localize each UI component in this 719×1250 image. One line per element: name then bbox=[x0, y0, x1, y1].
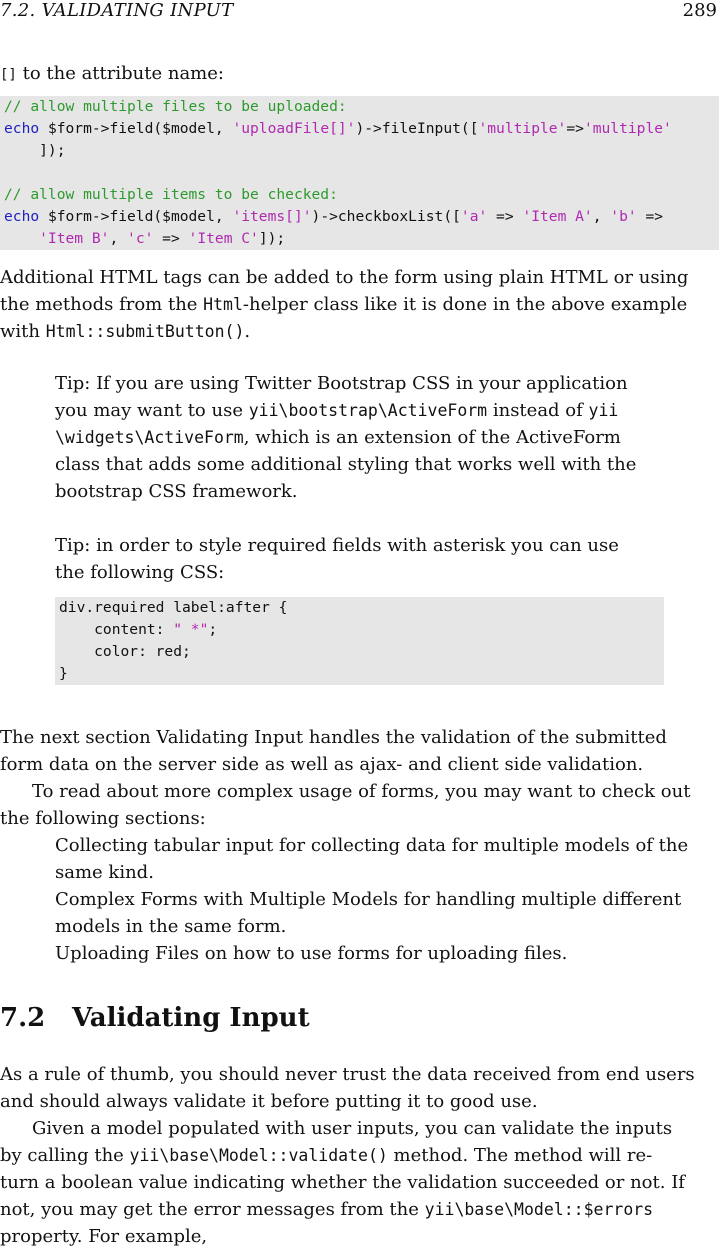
intro-code: [] bbox=[0, 67, 17, 83]
running-header bbox=[0, 0, 719, 22]
code-line bbox=[4, 228, 715, 250]
paragraph-line bbox=[0, 1142, 719, 1169]
paragraph-line: property. For example, bbox=[0, 1226, 208, 1247]
code-token: } bbox=[59, 665, 68, 682]
section-number: 7.2 bbox=[0, 1003, 46, 1033]
code-token: echo bbox=[4, 208, 40, 225]
paragraph-line bbox=[0, 318, 719, 345]
code-token: // allow multiple items to be checked: bbox=[4, 186, 338, 203]
text-run: not, you may get the error messages from the bbox=[0, 1199, 425, 1220]
code-token bbox=[4, 230, 39, 247]
paragraph-rule-of-thumb bbox=[0, 1061, 719, 1115]
text-run: , which is an extension of the ActiveForm bbox=[243, 427, 621, 448]
text-run: you may want to use bbox=[55, 400, 249, 421]
code-token: 'a' bbox=[460, 208, 488, 225]
code-token: )->checkboxList([ bbox=[311, 208, 461, 225]
paragraph-line: form data on the server side as well as ajax- and client side validation. bbox=[0, 754, 644, 775]
tip-line: Tip: in order to style required fields with asterisk you can use bbox=[55, 535, 619, 556]
paragraph-complex-forms bbox=[0, 778, 719, 832]
code-token: 'c' bbox=[127, 230, 154, 247]
code-token: => bbox=[566, 120, 584, 137]
code-token: , bbox=[109, 230, 128, 247]
code-line bbox=[4, 140, 715, 162]
section-heading bbox=[0, 1003, 310, 1033]
paragraph-line: The next section Validating Input handles the validation of the submitted bbox=[0, 727, 667, 748]
code-line bbox=[4, 118, 715, 140]
code-token: ; bbox=[208, 621, 218, 638]
code-token: // allow multiple files to be uploaded: bbox=[4, 98, 347, 115]
inline-code: Html::submitButton() bbox=[45, 322, 245, 341]
code-token: => bbox=[487, 208, 523, 225]
paragraph-line: Given a model populated with user inputs, you can validate the inputs bbox=[32, 1118, 673, 1139]
code-token: 'multiple' bbox=[478, 120, 567, 137]
code-token: " *" bbox=[173, 621, 209, 638]
paragraph-line: As a rule of thumb, you should never trust the data received from end users bbox=[0, 1064, 695, 1085]
tip-line: bootstrap CSS framework. bbox=[55, 481, 298, 502]
code-token: 'multiple' bbox=[583, 120, 672, 137]
code-token: => bbox=[636, 208, 664, 225]
list-item-line: same kind. bbox=[55, 862, 154, 883]
code-token: ]); bbox=[4, 142, 66, 159]
list-item-line: Complex Forms with Multiple Models for handling multiple different bbox=[55, 889, 682, 910]
text-run: method. The method will re- bbox=[387, 1145, 653, 1166]
list-item-line: Uploading Files on how to use forms for uploading files. bbox=[55, 943, 568, 964]
paragraph-line: To read about more complex usage of forms, you may want to check out bbox=[32, 781, 691, 802]
tip-line: the following CSS: bbox=[55, 562, 225, 583]
code-token: 'Item A' bbox=[522, 208, 593, 225]
code-line bbox=[4, 184, 715, 206]
tip-bootstrap bbox=[55, 370, 664, 505]
code-line bbox=[4, 206, 715, 228]
tip-line: Tip: If you are using Twitter Bootstrap CSS in your application bbox=[55, 373, 628, 394]
intro-line bbox=[0, 60, 719, 89]
code-token: $form->field($model, bbox=[39, 120, 233, 137]
code-line bbox=[4, 162, 715, 184]
code-token: content: bbox=[59, 621, 174, 638]
list-item bbox=[55, 940, 719, 967]
paragraph-line bbox=[0, 1196, 719, 1223]
code-block-css bbox=[55, 597, 664, 685]
list-item bbox=[55, 832, 719, 886]
code-token: $form->field($model, bbox=[39, 208, 233, 225]
page-number: 289 bbox=[682, 0, 717, 21]
code-token: div.required label:after { bbox=[59, 599, 288, 616]
paragraph-validate-model bbox=[0, 1115, 719, 1250]
code-line bbox=[59, 597, 660, 619]
text-run: . bbox=[244, 321, 251, 342]
tip-required-fields bbox=[55, 532, 664, 586]
code-line bbox=[59, 663, 660, 685]
paragraph-line: turn a boolean value indicating whether the validation succeeded or not. If bbox=[0, 1172, 685, 1193]
code-line bbox=[59, 641, 660, 663]
code-token: 'Item B' bbox=[39, 230, 110, 247]
running-header-chapter: 7.2. VALIDATING INPUT bbox=[0, 0, 234, 21]
paragraph-line bbox=[0, 291, 719, 318]
tip-line bbox=[55, 397, 664, 424]
text-run: instead of bbox=[487, 400, 589, 421]
text-run: the methods from the bbox=[0, 294, 204, 315]
tip-line bbox=[55, 424, 664, 451]
code-token: echo bbox=[4, 120, 40, 137]
code-token: color: red; bbox=[59, 643, 191, 660]
list-item-line: Collecting tabular input for collecting data for multiple models of the bbox=[55, 835, 689, 856]
inline-code: yii\bootstrap\ActiveForm bbox=[248, 401, 488, 420]
code-token: 'Item C' bbox=[188, 230, 259, 247]
text-run: by calling the bbox=[0, 1145, 130, 1166]
text-run: with bbox=[0, 321, 46, 342]
code-line bbox=[4, 96, 715, 118]
code-token: 'uploadFile[]' bbox=[232, 120, 356, 137]
section-title: Validating Input bbox=[72, 1003, 310, 1033]
paragraph-line: Additional HTML tags can be added to the form using plain HTML or using bbox=[0, 267, 689, 288]
intro-text: to the attribute name: bbox=[16, 63, 224, 84]
paragraph-next-section bbox=[0, 724, 719, 778]
code-token: )->fileInput([ bbox=[355, 120, 479, 137]
paragraph-line: the following sections: bbox=[0, 808, 206, 829]
inline-code: yii\base\Model::validate() bbox=[129, 1146, 388, 1165]
paragraph-html-tags bbox=[0, 264, 719, 345]
code-token: ]); bbox=[258, 230, 286, 247]
paragraph-line: and should always validate it before putting it to good use. bbox=[0, 1091, 538, 1112]
inline-code: \widgets\ActiveForm bbox=[55, 428, 244, 447]
tip-line: class that adds some additional styling that works well with the bbox=[55, 454, 637, 475]
code-line bbox=[59, 619, 660, 641]
list-item bbox=[55, 886, 719, 940]
inline-code: yii bbox=[588, 401, 619, 420]
code-token: 'b' bbox=[610, 208, 637, 225]
inline-code: yii\base\Model::$errors bbox=[424, 1200, 654, 1219]
code-token: 'items[]' bbox=[232, 208, 312, 225]
inline-code: Html bbox=[203, 295, 243, 314]
code-block-php bbox=[0, 96, 719, 250]
code-token: , bbox=[592, 208, 611, 225]
code-token: => bbox=[153, 230, 189, 247]
text-run: -helper class like it is done in the above example bbox=[242, 294, 688, 315]
list-item-line: models in the same form. bbox=[55, 916, 287, 937]
